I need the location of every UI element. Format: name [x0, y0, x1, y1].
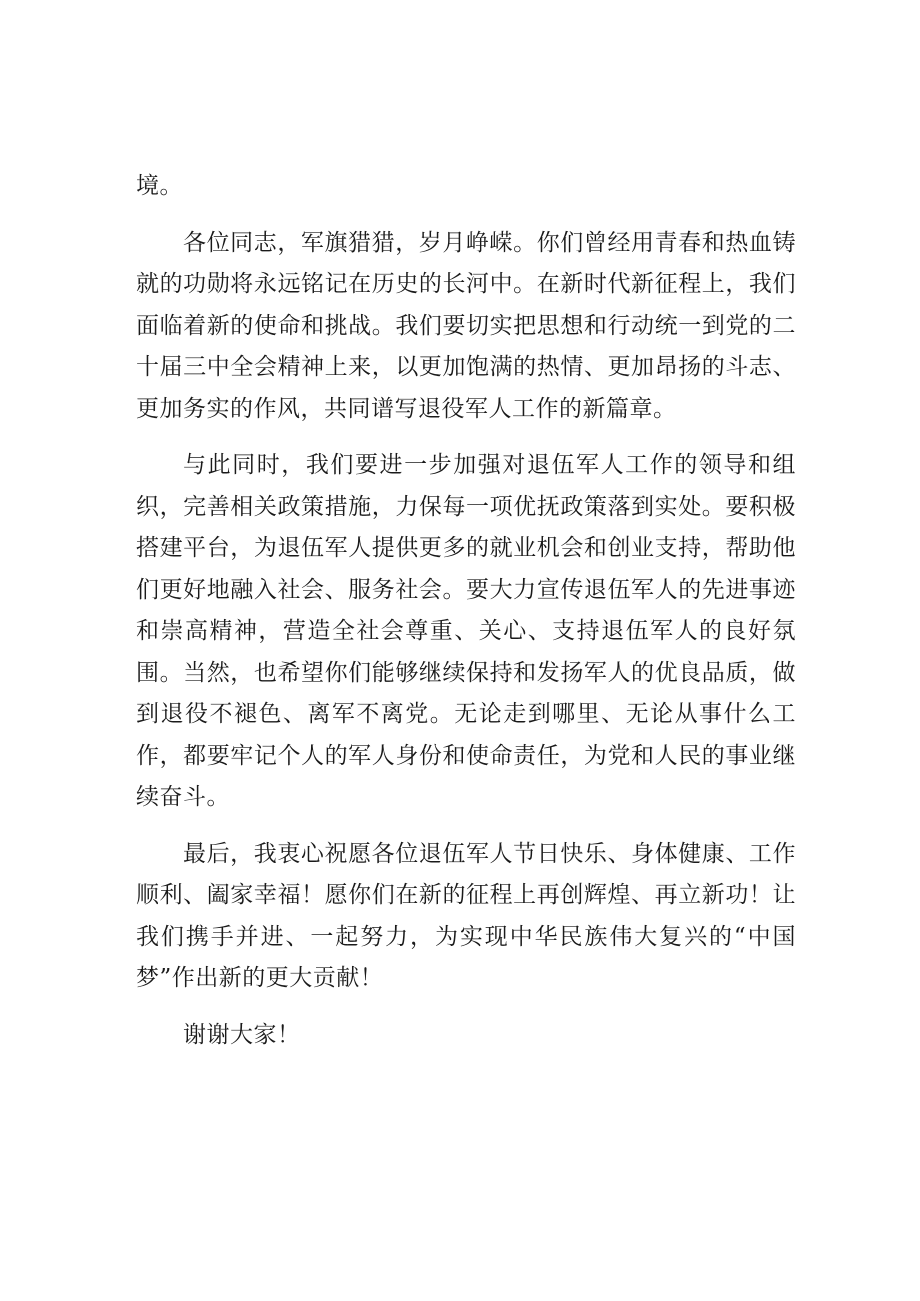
paragraph-finally: 最后，我衷心祝愿各位退伍军人节日快乐、身体健康、工作顺利、阖家幸福！愿你们在新的征程上再创辉煌、再立新功！让我们携手并进、一起努力，为实现中华民族伟大复兴的“中国梦”作出新的更大贡献！ [136, 840, 796, 991]
document-body [136, 166, 796, 1071]
paragraph-meanwhile: 与此同时，我们要进一步加强对退伍军人工作的领导和组织，完善相关政策措施，力保每一项优抚政策落到实处。要积极搭建平台，为退伍军人提供更多的就业机会和创业支持，帮助他们更好地融入社会、服务社会。要大力宣传退伍军人的先进事迹和崇高精神，营造全社会尊重、关心、支持退伍军人的良好氛围。当然，也希望你们能够继续保持和发扬军人的优良品质，做到退役不褪色、离军不离党。无论走到哪里、无论从事什么工作，都要牢记个人的军人身份和使命责任，为党和人民的事业继续奋斗。 [136, 452, 796, 810]
paragraph-thanks: 谢谢大家！ [183, 1021, 301, 1048]
paragraph-comrades: 各位同志，军旗猎猎，岁月峥嵘。你们曾经用青春和热血铸就的功勋将永远铭记在历史的长河中。在新时代新征程上，我们面临着新的使命和挑战。我们要切实把思想和行动统一到党的二十届三中全会精神上来，以更加饱满的热情、更加昂扬的斗志、更加务实的作风，共同谱写退役军人工作的新篇章。 [136, 229, 796, 422]
paragraph-continuation: 境。 [136, 173, 183, 199]
